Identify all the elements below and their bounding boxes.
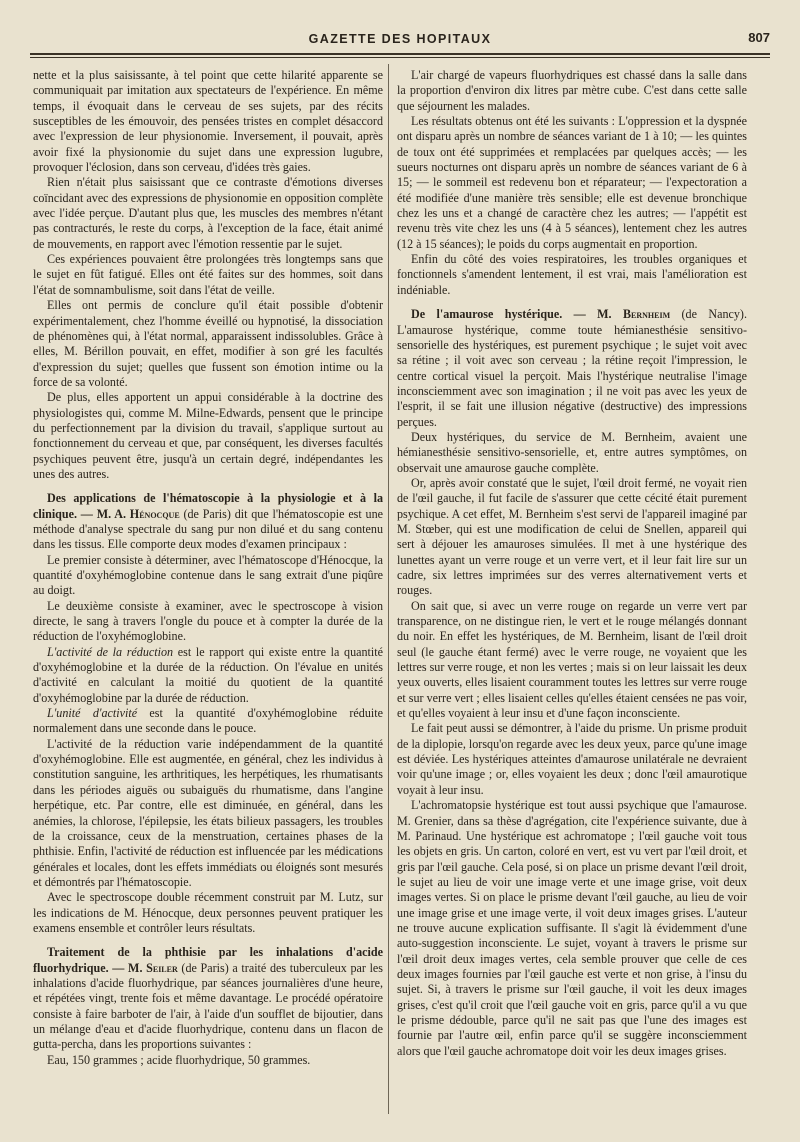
section-title: Traitement de la phthisie par les inhalations d'acide fluorhydrique. —: [33, 945, 383, 975]
paragraph: On sait que, si avec un verre rouge on regarde un verre vert par transparence, on ne distingue rien, le vert et le rouge mélangés donnant du noir. En effet les hystériques, de M. Bernheim, lisant de l'œil droit seul (le gauche étant fermé) avec le verre rouge, ne voyaient que les lettres sur verre rouge, et non les vertes ; mais si on leur laissait les deux yeux ouverts, elles lisaient couramment toutes les lettres sur verre rouge et sur verre vert ; elles lisaient celles qu'elles étaient censées ne pas voir, et qu'elles voyaient à leur insu et d'une façon inconsciente.: [397, 598, 747, 721]
header-rule-thin: [30, 57, 770, 58]
paragraph: nette et la plus saisissante, à tel point que cette hilarité apparente se communiquait par imitation aux spectateurs de l'expérience. En même temps, il évoquait dans le cerveau de ses sujets, par des récits susceptibles de les émouvoir, des pensées tristes en complet désaccord avec l'expression de leur physionomie. Inversement, il pouvait, après avoir fixé la physionomie du sujet dans une expression lugubre, provoquer l'éclosion, dans son cerveau, d'idées très gaies.: [33, 68, 383, 175]
paragraph: [33, 706, 383, 737]
column-divider: [388, 64, 389, 1114]
section-gap: [33, 482, 383, 491]
section-gap: [397, 298, 747, 307]
section-phthisie: [33, 945, 383, 1052]
paragraph: L'activité de la réduction varie indépendamment de la quantité d'oxyhémoglobine. Elle est augmentée, en général, chez les individus à constitution sanguine, les arthritiques, les herpétiques, les rhumatisants dans les périodes aiguës ou subaiguës du rhumatisme, dans l'angine herpétique, etc. Par contre, elle est diminuée, en général, dans les anémies, la chlorose, l'épilepsie, les états bilieux passagers, les troubles de la croissance, ceux de la menstruation, certaines phases de la phthisie. Enfin, l'activité de réduction est influencée par les médications générales et locales, dont les effets immédiats ou éloignés sont mesurés et démontrés par l'hématoscopie.: [33, 736, 383, 889]
paragraph: L'air chargé de vapeurs fluorhydriques est chassé dans la salle dans la proportion d'environ dix litres par mètre cube. C'est dans cette salle que séjournent les malades.: [397, 68, 747, 113]
section-title: De l'amaurose hystérique. —: [411, 307, 586, 322]
paragraph: Rien n'était plus saisissant que ce contraste d'émotions diverses coïncidant avec des expressions de physionomie en opposition complète avec l'idée perçue. D'autant plus que, les muscles des membres n'étant pas contracturés, le reste du corps, à l'exception de la face, était animé de mouvements, en rapport avec l'émotion ressentie par le sujet.: [33, 175, 383, 251]
author-name: M. Seiler: [128, 960, 178, 975]
section-hematoscopie: [33, 491, 383, 552]
paragraph: De plus, elles apportent un appui considérable à la doctrine des physiologistes qui, comme M. Milne-Edwards, pensent que le principe du perfectionnement par la division du travail, s'applique surtout au fonctionnement du cerveau et que, par conséquent, les diverses facultés psychiques peuvent être, jusqu'à un certain degré, indépendantes les unes des autres.: [33, 390, 383, 481]
paragraph: Le deuxième consiste à examiner, avec le spectroscope à vision directe, le sang à travers l'ongle du pouce et à compter la durée de la réduction de l'oxyhémoglobine.: [33, 598, 383, 644]
paragraph: Le premier consiste à déterminer, avec l'hématoscope d'Hénocque, la quantité d'oxyhémoglobine contenue dans le sang extrait d'une piqûre au doigt.: [33, 552, 383, 598]
paragraph: [33, 645, 383, 706]
paragraph: Ces expériences pouvaient être prolongées très longtemps sans que le sujet en fût fatigué. Elles ont été faites sur des hommes, soit dans l'état de somnambulisme, soit dans l'état de veille.: [33, 252, 383, 297]
section-lead: (de Paris) a traité des tuberculeux par les inhalations d'acide fluorhydrique, par séances journalières d'une heure, et répétées vingt, trente fois et même davantage. Le procédé opératoire consiste à faire barboter de l'air, à l'aide d'un soufflet de bijoutier, dans un mélange d'eau et d'acide fluorhydrique, contenu dans un flacon de gutta-percha, dans les proportions suivantes :: [33, 960, 384, 1052]
header-rule: [30, 53, 770, 55]
section-gap: [33, 936, 383, 945]
right-column: [397, 68, 747, 1059]
paragraph: Les résultats obtenus ont été les suivants : L'oppression et la dyspnée ont disparu après un nombre de séances variant de 1 à 10; — les quintes de toux ont été supprimées et remplacées par quelques accès; — les sueurs nocturnes ont disparu après un nombre de séances variant de 6 à 15; — le sommeil est redevenu bon et réparateur; — l'expectoration a été modifiée d'une manière très sensible; elle est devenue bronchique chez les uns et a changé de caractère chez les autres; — l'appétit est revenu très vite chez les uns (4 à 5 séances), lentement chez les autres (12 à 15 séances); le poids du corps augmentait en proportion.: [397, 114, 747, 251]
section-lead: (de Nancy). L'amaurose hystérique, comme toute hémianesthésie sensitivo-sensorielle des hystériques, est purement psychique ; le sujet voit avec sa rétine ; il voit avec son cerveau ; la rétine reçoit l'impression, le centre cortical visuel la perçoit. Mais l'hystérique neutralise l'image inconsciemment avec son imagination ; il ne voit pas avec les yeux de l'esprit, il se fait une illusion négative (destructive) des impressions perçues.: [397, 307, 747, 429]
emphasis-term: L'unité d'activité: [47, 706, 138, 721]
running-title: GAZETTE DES HOPITAUX: [308, 32, 492, 46]
paragraph: Avec le spectroscope double récemment construit par M. Lutz, sur les indications de M. Hénocque, deux personnes peuvent pratiquer les examens ensemble et contrôler leurs résultats.: [33, 890, 383, 935]
paragraph: Eau, 150 grammes ; acide fluorhydrique, 50 grammes.: [47, 1052, 311, 1067]
paragraph-text: est le rapport qui existe entre la quantité d'oxyhémoglobine et la durée de la réduction. On l'évalue en unités d'activité en calculant la moitié du quotient de la quantité d'oxyhémoglobine par la durée de réduction.: [33, 644, 383, 705]
author-name: M. Bernheim: [597, 307, 671, 322]
section-amaurose: [397, 307, 747, 430]
paragraph: L'achromatopsie hystérique est tout aussi psychique que l'amaurose. M. Grenier, dans sa thèse d'agrégation, cite l'expérience suivante, due à M. Parinaud. Une hystérique est achromatope ; l'œil gauche voit tous les objets en gris. Un carton, coloré en vert, est vu vert par l'œil droit, et gris par l'œil gauche. Cela posé, si on place un prisme devant l'œil droit, le sujet au lieu de voir une image verte et une image grise, voit deux images vertes. Si on place le prisme devant l'œil gauche, au lieu de voir une image grise et une image verte, il voit deux images grises. L'auteur ne trouve aucune explication suffisante. Il s'agit là évidemment d'une auto-suggestion inconsciente. Le sujet, voyant à travers le prisme sur l'œil droit deux images vertes, cela semble prouver que celle de ces deux images fournies par l'œil gauche est verte et non grise, à l'insu du sujet. Si, à travers le prisme sur l'œil gauche, il voit les deux images grises, c'est qu'il croit que l'œil gauche voit en gris, parce qu'il a vu que le prisme dédouble, parce qu'il ne sait pas que l'une des images est fournie par l'autre œil, enfin parce qu'il se suggère inconsciemment alors que l'œil gauche achromatope doit voir les deux images grises.: [397, 798, 747, 1058]
paragraph: Or, après avoir constaté que le sujet, l'œil droit fermé, ne voyait rien de l'œil gauche, il fut facile de s'assurer que cette cécité était purement psychique. A cet effet, M. Bernheim s'est servi de l'appareil imaginé par M. Stœber, qui est une modification de celui de Snellen, appareil qui sert à déjouer les amauroses simulées. Il met à une hystérique des lunettes ayant un verre rouge et un verre vert, et il leur fait lire sur un cadre, six lettres imprimées sur des verres alternativement verts et rouges.: [397, 475, 747, 598]
paragraph: Deux hystériques, du service de M. Bernheim, avaient une hémianesthésie sensitivo-sensorielle, et, entre autres symptômes, on observait une amaurose gauche complète.: [397, 429, 747, 475]
paragraph: Enfin du côté des voies respiratoires, les troubles organiques et fonctionnels s'amendent lentement, il est vrai, mais l'amélioration est indéniable.: [397, 252, 747, 297]
paragraph: Elles ont permis de conclure qu'il était possible d'obtenir expérimentalement, chez l'homme éveillé ou hypnotisé, la dissociation de phénomènes qui, à l'état normal, apparaissent indissolubles. Grâce à elles, M. Bérillon pouvait, en effet, modifier à son gré les facultés d'expression du sujet; quelles que fussent son émotion intime ou la force de sa volonté.: [33, 298, 383, 389]
page-header: [30, 30, 770, 52]
author-name: M. A. Hénocque: [96, 506, 180, 521]
paragraph: Le fait peut aussi se démontrer, à l'aide du prisme. Un prisme produit de la diplopie, lorsqu'on regarde avec les deux yeux, parce qu'une image est déviée. Les hystériques atteintes d'amaurose unilatérale ne devraient voir qu'une image ; or, elles voyaient les deux ; donc l'œil amaurotique voyait à leur insu.: [397, 721, 747, 797]
section-lead: (de Paris) dit que l'hématoscopie est une méthode d'analyse spectrale du sang pur non dilué et du sang contenu dans les tissus. Elle comporte deux modes d'examen principaux :: [33, 506, 383, 552]
left-column: [33, 68, 383, 1068]
paragraph-text: est la quantité d'oxyhémoglobine réduite normalement dans une seconde dans le pouce.: [33, 706, 383, 736]
emphasis-term: L'activité de la réduction: [47, 644, 174, 659]
section-title: Des applications de l'hématoscopie à la physiologie et à la clinique. —: [33, 491, 383, 521]
page-number: 807: [748, 30, 770, 45]
